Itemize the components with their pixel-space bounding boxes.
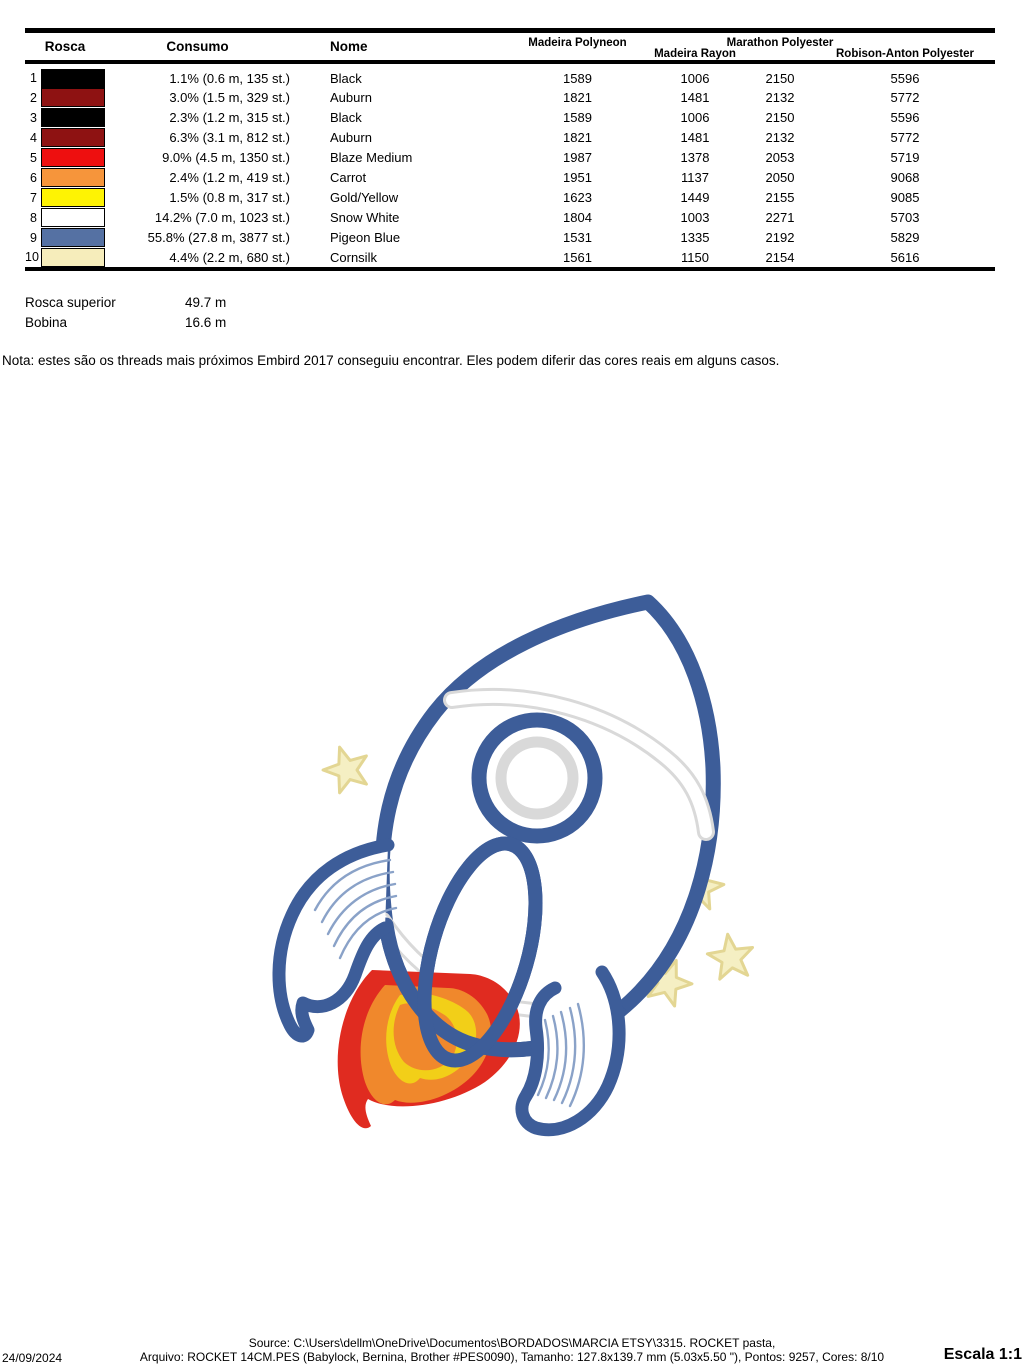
marathon-code: 2050 <box>765 170 795 185</box>
marathon-code: 2132 <box>765 90 795 105</box>
marathon-code: 2132 <box>765 130 795 145</box>
rosca-superior-label: Rosca superior <box>25 295 116 310</box>
robison-anton-code: 5772 <box>890 130 920 145</box>
madeira-polyneon-code: 1804 <box>563 210 592 225</box>
thread-number: 3 <box>30 110 37 125</box>
madeira-polyneon-code: 1589 <box>563 70 592 86</box>
thread-number: 4 <box>30 130 37 145</box>
header-consumo: Consumo <box>166 38 229 54</box>
madeira-rayon-code: 1481 <box>680 90 710 105</box>
robison-anton-code: 5596 <box>890 110 920 125</box>
thread-consumo: 1.5% (0.8 m, 317 st.) <box>169 190 290 205</box>
madeira-polyneon-code: 1951 <box>563 170 592 185</box>
robison-anton-code: 5772 <box>890 90 920 105</box>
thread-name: Auburn <box>330 90 372 105</box>
header-madeira-rayon: Madeira Rayon <box>654 48 736 60</box>
madeira-rayon-code: 1006 <box>680 70 710 86</box>
thread-consumo: 14.2% (7.0 m, 1023 st.) <box>154 210 290 225</box>
thread-number: 2 <box>30 90 37 105</box>
thread-name: Blaze Medium <box>330 150 413 165</box>
thread-number: 8 <box>30 210 37 225</box>
header-nome: Nome <box>330 38 368 54</box>
robison-anton-code: 5719 <box>890 150 920 165</box>
footer-source-line: Source: C:\Users\dellm\OneDrive\Documentos\BORDADOS\MARCIA ETSY\3315. ROCKET pasta, <box>248 1336 776 1350</box>
madeira-polyneon-code: 1531 <box>563 230 592 245</box>
bobina-label: Bobina <box>25 315 68 330</box>
thread-name: Black <box>330 110 362 125</box>
madeira-polyneon-code: 1623 <box>563 190 592 205</box>
thread-name: Pigeon Blue <box>330 230 401 245</box>
madeira-rayon-code: 1006 <box>680 110 710 125</box>
star-icon <box>318 740 375 795</box>
robison-anton-code: 5596 <box>890 70 920 86</box>
robison-anton-code: 5616 <box>890 249 920 265</box>
star-icon <box>705 931 756 980</box>
madeira-polyneon-code: 1821 <box>563 90 592 105</box>
thread-consumo: 2.4% (1.2 m, 419 st.) <box>169 170 290 185</box>
footer-date: 24/09/2024 <box>2 1351 63 1365</box>
madeira-rayon-code: 1003 <box>680 210 710 225</box>
threads-note: Nota: estes são os threads mais próximos Embird 2017 conseguiu encontrar. Eles podem diferir das cores reais em alguns casos. <box>2 353 780 368</box>
madeira-polyneon-code: 1821 <box>563 130 592 145</box>
header-rosca: Rosca <box>44 38 86 54</box>
madeira-rayon-code: 1150 <box>681 249 709 265</box>
thread-consumo: 9.0% (4.5 m, 1350 st.) <box>162 150 290 165</box>
marathon-code: 2154 <box>765 249 795 265</box>
madeira-rayon-code: 1449 <box>680 190 710 205</box>
robison-anton-code: 5703 <box>890 210 920 225</box>
bobina-value: 16.6 m <box>185 315 227 330</box>
madeira-rayon-code: 1378 <box>680 150 710 165</box>
thread-number: 6 <box>30 170 37 185</box>
thread-consumo: 1.1% (0.6 m, 135 st.) <box>169 70 290 86</box>
footer-file-line: Arquivo: ROCKET 14CM.PES (Babylock, Bernina, Brother #PES0090), Tamanho: 127.8x139.7 mm (5.03x5.50 "), Pontos: 9257, Cores: 8/10 <box>139 1350 885 1364</box>
thread-number: 5 <box>30 150 37 165</box>
marathon-code: 2053 <box>765 150 795 165</box>
robison-anton-code: 5829 <box>890 230 920 245</box>
thread-name: Black <box>330 70 362 86</box>
thread-consumo: 3.0% (1.5 m, 329 st.) <box>169 90 290 105</box>
madeira-rayon-code: 1481 <box>680 130 710 145</box>
madeira-polyneon-code: 1561 <box>563 249 592 265</box>
header-robison-anton: Robison-Anton Polyester <box>835 48 974 60</box>
marathon-code: 2155 <box>765 190 795 205</box>
thread-consumo: 6.3% (3.1 m, 812 st.) <box>169 130 290 145</box>
footer-scale: Escala 1:1 <box>943 1346 1022 1363</box>
thread-name: Gold/Yellow <box>330 190 399 205</box>
marathon-code: 2150 <box>765 70 795 86</box>
madeira-polyneon-code: 1589 <box>563 110 592 125</box>
thread-number: 1 <box>30 71 37 85</box>
thread-name: Snow White <box>330 210 400 225</box>
thread-number: 7 <box>30 190 37 205</box>
header-madeira-polyneon: Madeira Polyneon <box>528 37 627 49</box>
madeira-rayon-code: 1335 <box>680 230 710 245</box>
madeira-polyneon-code: 1987 <box>563 150 592 165</box>
thread-number: 9 <box>30 230 37 245</box>
rocket-window-inner <box>501 742 573 814</box>
thread-consumo: 55.8% (27.8 m, 3877 st.) <box>147 230 290 245</box>
marathon-code: 2150 <box>765 110 795 125</box>
thread-number: 10 <box>25 250 39 264</box>
madeira-rayon-code: 1137 <box>681 170 709 185</box>
robison-anton-code: 9068 <box>890 170 920 185</box>
thread-consumo: 2.3% (1.2 m, 315 st.) <box>169 110 290 125</box>
marathon-code: 2192 <box>765 230 795 245</box>
rosca-superior-value: 49.7 m <box>185 295 227 310</box>
marathon-code: 2271 <box>765 210 795 225</box>
thread-consumo: 4.4% (2.2 m, 680 st.) <box>169 249 290 265</box>
robison-anton-code: 9085 <box>890 190 920 205</box>
thread-name: Auburn <box>330 130 372 145</box>
thread-name: Carrot <box>330 170 367 185</box>
thread-name: Cornsilk <box>330 249 377 265</box>
header-marathon-polyester: Marathon Polyester <box>726 37 834 49</box>
